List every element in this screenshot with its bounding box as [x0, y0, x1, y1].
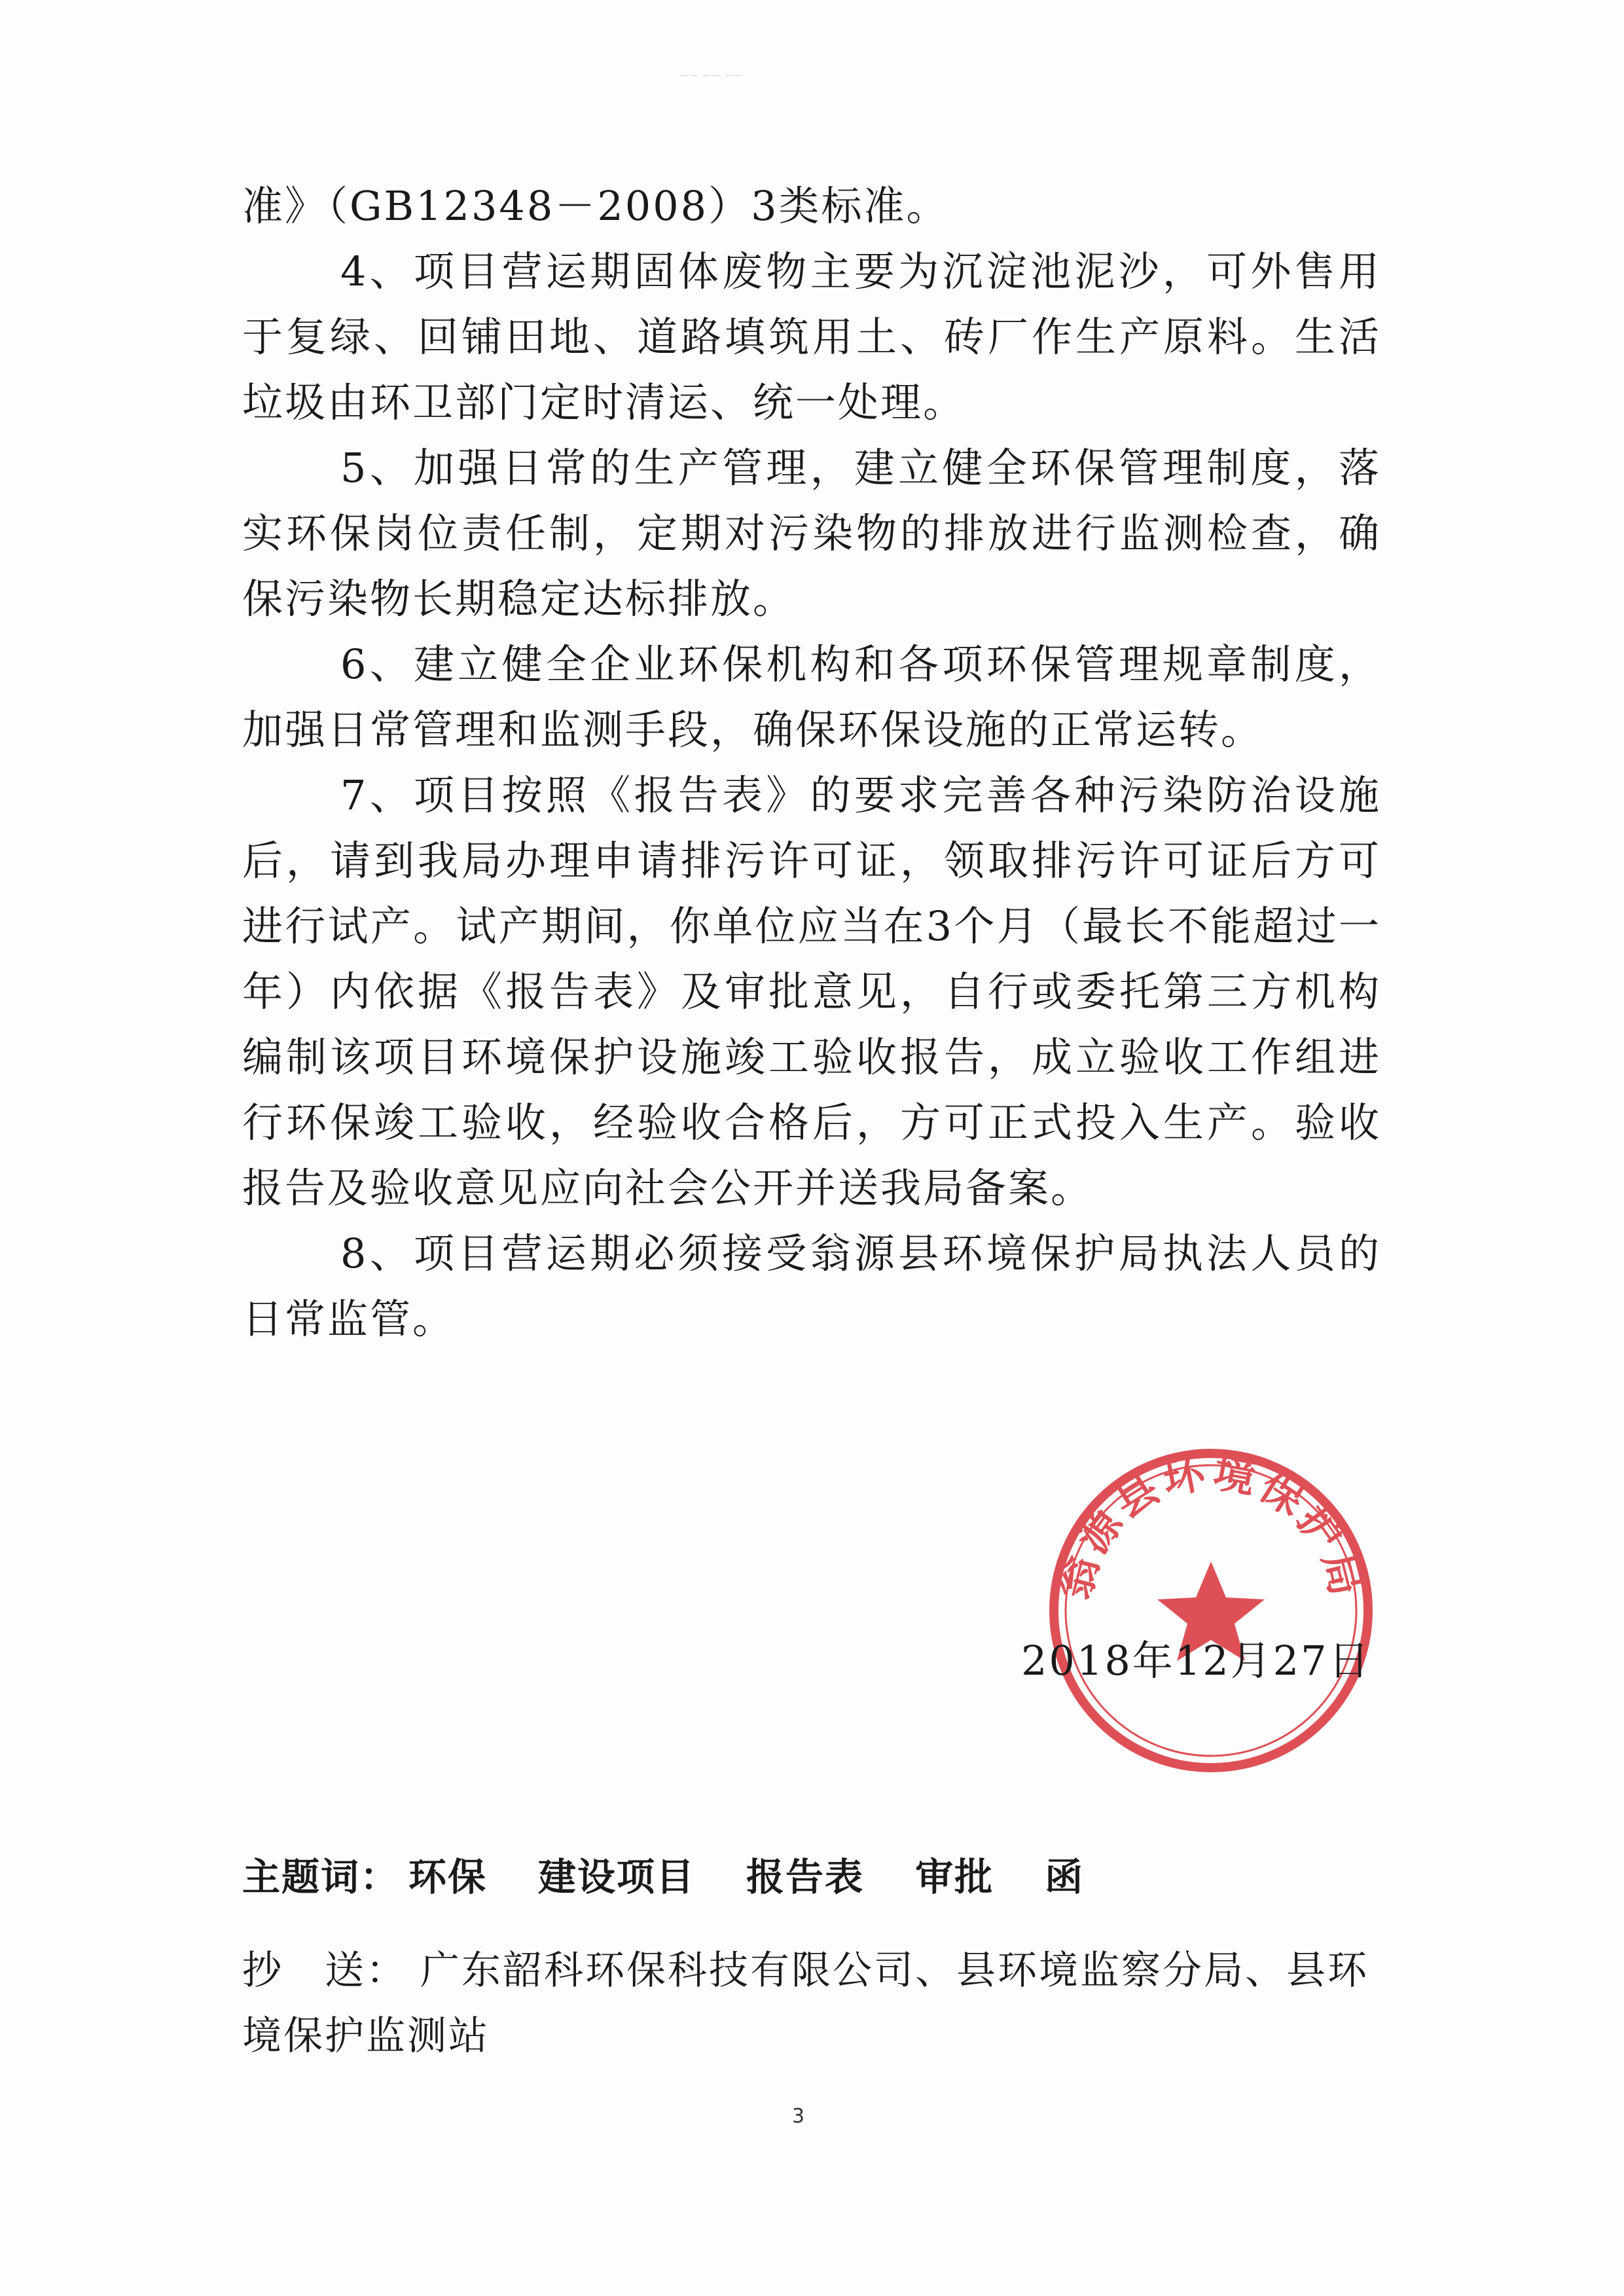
paragraph-item-8: 8、项目营运期必须接受翁源县环境保护局执法人员的日常监管。	[242, 1230, 1381, 1343]
paragraph-continuation: 准》（GB12348－2008）3类标准。	[242, 182, 949, 230]
cc-label: 抄 送：	[242, 1948, 407, 1994]
cc-line	[242, 1938, 1381, 2069]
seal-text: 翁源县环境保护局	[1050, 1448, 1372, 1605]
paragraph-item-7: 7、项目按照《报告表》的要求完善各种污染防治设施后，请到我局办理申请排污许可证，领取排污许可证后方可进行试产。试产期间，你单位应当在3个月（最长不能超过一年）内依据《报告表》及审批意见，自行或委托第三方机构编制该项目环境保护设施竣工验收报告，成立验收工作组进行环保竣工验收，经验收合格后，方可正式投入生产。验收报告及验收意见应向社会公开并送我局备案。	[242, 771, 1381, 1212]
keyword-item: 环保	[408, 1855, 488, 1899]
keyword-item: 报告表	[746, 1855, 865, 1899]
official-seal-stamp	[1041, 1440, 1381, 1781]
keyword-item: 建设项目	[538, 1855, 696, 1899]
header-scan-mark: —— —— ——	[681, 71, 744, 80]
keywords-line	[242, 1846, 1135, 1901]
document-date: 2018年12月27日	[1021, 1637, 1371, 1685]
page-number: 3	[792, 2105, 805, 2128]
keyword-item: 函	[1045, 1855, 1085, 1899]
document-body	[242, 173, 1381, 1352]
paragraph-item-5: 5、加强日常的生产管理，建立健全环保管理制度，落实环保岗位责任制，定期对污染物的排放进行监测检查，确保污染物长期稳定达标排放。	[242, 444, 1381, 623]
paragraph-item-6: 6、建立健全企业环保机构和各项环保管理规章制度，加强日常管理和监测手段，确保环保设施的正常运转。	[242, 640, 1381, 754]
paragraph-item-4: 4、项目营运期固体废物主要为沉淀池泥沙，可外售用于复绿、回铺田地、道路填筑用土、砖厂作生产原料。生活垃圾由环卫部门定时清运、统一处理。	[242, 247, 1381, 426]
keywords-label: 主题词：	[242, 1855, 400, 1899]
keyword-item: 审批	[915, 1855, 994, 1899]
cc-recipients: 广东韶科环保科技有限公司、县环境监察分局、县环境保护监测站	[242, 1948, 1369, 2059]
